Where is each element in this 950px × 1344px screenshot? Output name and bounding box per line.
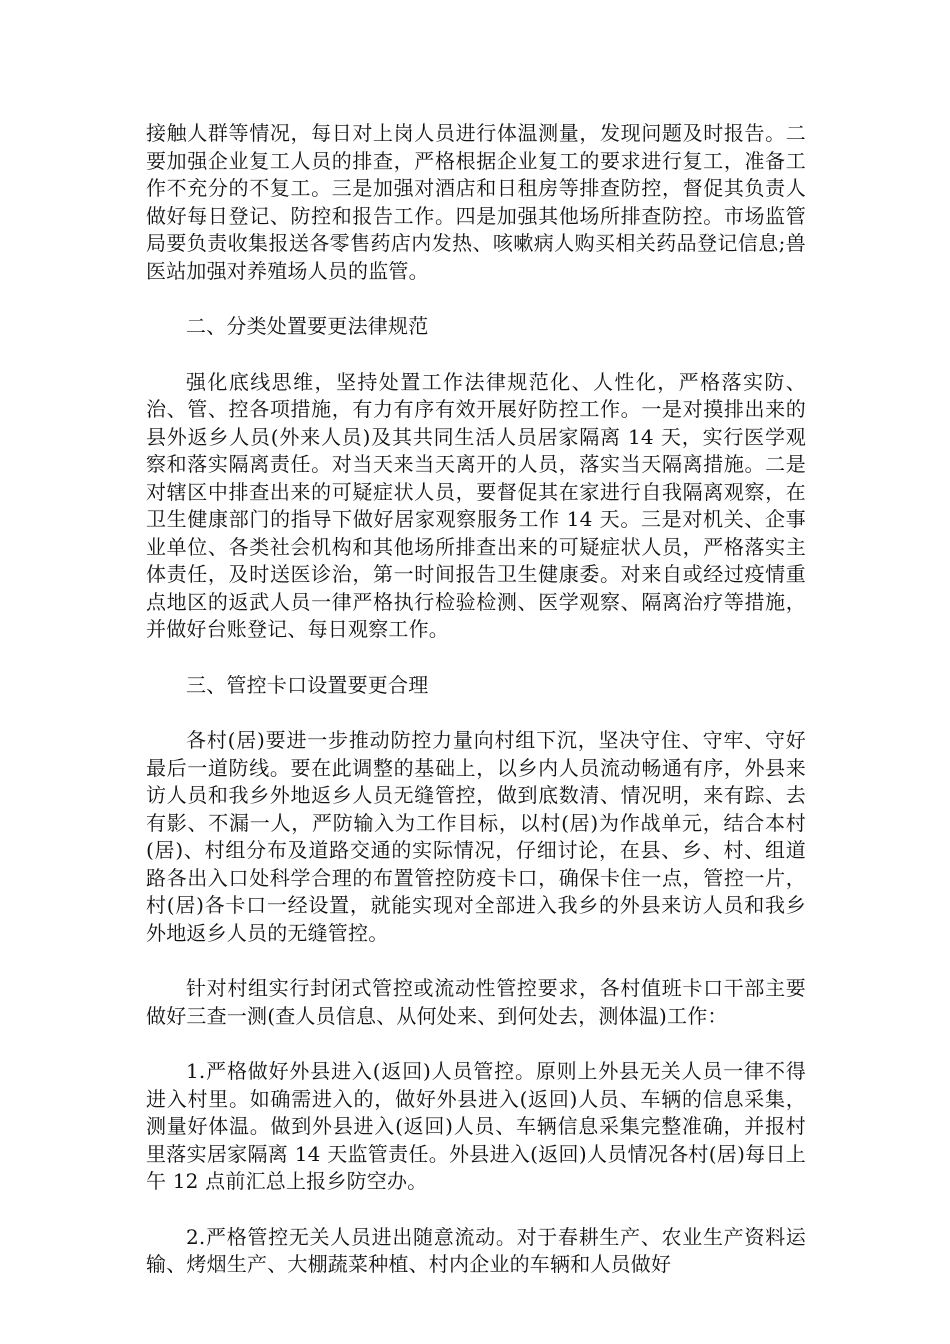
paragraph-three-checks: 针对村组实行封闭式管控或流动性管控要求，各村值班卡口干部主要做好三查一测(查人员信息、从何处来、到何处去，测体温)工作： — [146, 976, 806, 1028]
paragraph-item-2: 2.严格管控无关人员进出随意流动。对于春耕生产、农业生产资料运输、烤烟生产、大棚蔬菜种植、村内企业的车辆和人员做好 — [146, 1224, 806, 1276]
paragraph-continuation: 接触人群等情况，每日对上岗人员进行体温测量，发现问题及时报告。二要加强企业复工人员的排查，严格根据企业复工的要求进行复工，准备工作不充分的不复工。三是加强对酒店和日租房等排查防控，督促其负责人做好每日登记、防控和报告工作。四是加强其他场所排查防控。市场监管局要负责收集报送各零售药店内发热、咳嗽病人购买相关药品登记信息;兽医站加强对养殖场人员的监管。 — [146, 121, 806, 283]
paragraph-classified-handling: 强化底线思维，坚持处置工作法律规范化、人性化，严格落实防、治、管、控各项措施，有力有序有效开展好防控工作。一是对摸排出来的县外返乡人员(外来人员)及其共同生活人员居家隔离 14 天，实行医学观察和落实隔离责任。对当天来当天离开的人员，落实当天隔离措施。二是对辖区中排查出来的可疑症状人员，要督促其在家进行自我隔离观察，在卫生健康部门的指导下做好居家观察服务工作 14 天。三是对机关、企事业单位、各类社会机构和其他场所排查出来的可疑症状人员，严格落实主体责任，及时送医诊治，第一时间报告卫生健康委。对来自或经过疫情重点地区的返武人员一律严格执行检验检测、医学观察、隔离治疗等措施，并做好台账登记、每日观察工作。 — [146, 369, 806, 641]
paragraph-checkpoint-setup: 各村(居)要进一步推动防控力量向村组下沉，坚决守住、守牢、守好最后一道防线。要在此调整的基础上，以乡内人员流动畅通有序，外县来访人员和我乡外地返乡人员无缝管控，做到底数清、情况明，来有踪、去有影、不漏一人，严防输入为工作目标，以村(居)为作战单元，结合本村(居)、村组分布及道路交通的实际情况，仔细讨论，在县、乡、村、组道路各出入口处科学合理的布置管控防疫卡口，确保卡住一点，管控一片，村(居)各卡口一经设置，就能实现对全部进入我乡的外县来访人员和我乡外地返乡人员的无缝管控。 — [146, 728, 806, 945]
paragraph-item-1: 1.严格做好外县进入(返回)人员管控。原则上外县无关人员一律不得进入村里。如确需进入的，做好外县进入(返回)人员、车辆的信息采集，测量好体温。做到外县进入(返回)人员、车辆信息采集完整准确，并报村里落实居家隔离 14 天监管责任。外县进入(返回)人员情况各村(居)每日上午 12 点前汇总上报乡防空办。 — [146, 1059, 806, 1193]
document-body — [146, 120, 806, 1307]
section-heading-2: 二、分类处置要更法律规范 — [186, 314, 429, 338]
section-heading-3: 三、管控卡口设置要更合理 — [186, 672, 429, 697]
